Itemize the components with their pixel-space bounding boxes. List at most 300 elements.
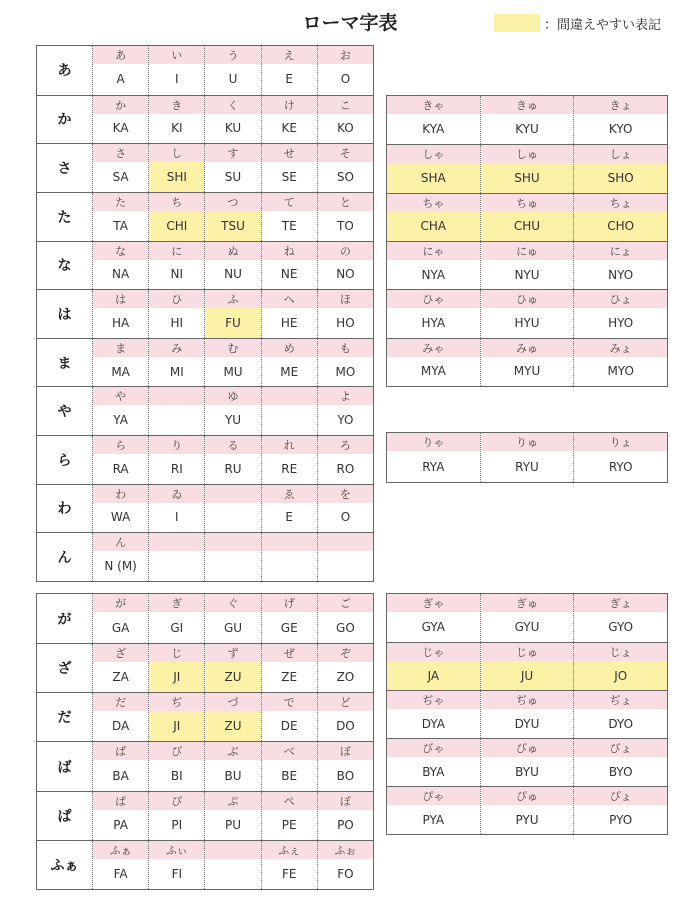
table-row	[37, 46, 373, 95]
kana-label: じ	[149, 644, 204, 662]
voiced-kana-table	[36, 593, 374, 890]
kana-label	[205, 533, 260, 551]
kana-cell	[573, 739, 667, 786]
kana-label: ぢゅ	[481, 691, 574, 709]
kana-label: ゑ	[262, 485, 317, 503]
kana-label: も	[318, 339, 373, 357]
kana-cell	[148, 96, 204, 144]
table-row	[37, 338, 373, 387]
kana-label: づ	[205, 693, 260, 711]
romaji-label: HI	[170, 315, 184, 330]
kana-label: ぎゅ	[481, 594, 574, 612]
kana-cell	[148, 144, 204, 192]
kana-label: ひゅ	[481, 290, 574, 308]
kana-cell	[317, 693, 373, 741]
table-row	[37, 241, 373, 290]
table-row	[387, 642, 667, 690]
romaji-label: GYO	[608, 620, 634, 634]
kana-cell	[204, 96, 260, 144]
kana-cell	[148, 485, 204, 533]
kana-label: そ	[318, 144, 373, 162]
romaji-label: PI	[171, 817, 183, 832]
kana-cell	[387, 594, 480, 642]
table-row	[37, 643, 373, 692]
table-row	[387, 594, 667, 642]
row-header: さ	[57, 161, 72, 178]
romaji-label: KA	[112, 121, 129, 136]
kana-cell	[92, 841, 148, 889]
row-header: ふぁ	[50, 857, 79, 874]
romaji-label: YU	[224, 413, 242, 428]
kana-cell	[387, 739, 480, 786]
romaji-label: FO	[337, 866, 354, 881]
row-header: ん	[57, 550, 72, 567]
kana-cell	[148, 242, 204, 290]
kana-label: きょ	[574, 96, 667, 114]
kana-cell	[204, 339, 260, 387]
kana-cell	[148, 387, 204, 435]
romaji-label: SHA	[387, 163, 480, 192]
romaji-label: PYA	[422, 812, 445, 827]
romaji-label: TE	[281, 218, 297, 233]
table-row	[37, 289, 373, 338]
kana-cell	[261, 242, 317, 290]
romaji-label: RE	[281, 461, 298, 476]
kana-label: じゃ	[387, 643, 480, 661]
kana-label: に	[149, 242, 204, 260]
kana-label: ご	[318, 594, 373, 612]
kana-label: ま	[93, 339, 148, 357]
romaji-label: BYU	[515, 764, 539, 779]
youon-table-ra	[386, 432, 668, 483]
kana-cell	[317, 485, 373, 533]
table-row	[387, 241, 667, 289]
romaji-label: GE	[280, 620, 298, 635]
romaji-label: GYA	[421, 620, 445, 634]
kana-label: を	[318, 485, 373, 503]
table-row	[387, 433, 667, 482]
romaji-label: KYU	[515, 122, 539, 137]
table-row	[37, 840, 373, 889]
romaji-label: NYA	[421, 267, 446, 282]
romaji-label: CHI	[149, 211, 204, 241]
romaji-label: RO	[336, 461, 355, 476]
romaji-label: DE	[280, 719, 298, 734]
kana-cell	[261, 644, 317, 692]
kana-cell	[573, 594, 667, 642]
kana-label: みゅ	[481, 339, 574, 357]
kana-cell	[573, 339, 667, 386]
kana-label: りょ	[574, 433, 667, 451]
romaji-label: JI	[149, 711, 204, 741]
kana-label: さ	[93, 144, 148, 162]
romaji-label: NE	[280, 267, 298, 282]
kana-label: しょ	[574, 145, 667, 163]
kana-cell	[261, 339, 317, 387]
romaji-label: HA	[111, 315, 130, 330]
kana-label: む	[205, 339, 260, 357]
kana-cell	[92, 46, 148, 95]
kana-label: か	[93, 96, 148, 114]
kana-label: ふぁ	[93, 841, 148, 859]
kana-label: ぎゃ	[387, 594, 480, 612]
kana-cell	[92, 742, 148, 790]
romaji-label: BA	[112, 768, 129, 783]
kana-label: じゅ	[481, 643, 574, 661]
kana-label: き	[149, 96, 204, 114]
romaji-label	[149, 551, 204, 581]
kana-cell	[387, 643, 480, 690]
table-row	[387, 338, 667, 386]
romaji-label: BYA	[422, 764, 445, 779]
romaji-label: YO	[337, 413, 354, 428]
kana-cell	[480, 691, 574, 738]
kana-cell	[204, 436, 260, 484]
kana-cell	[92, 594, 148, 643]
romaji-label	[205, 859, 260, 889]
kana-label: びゃ	[387, 739, 480, 757]
romaji-label: PA	[113, 817, 128, 832]
kana-cell	[148, 193, 204, 241]
kana-label: ぎょ	[574, 594, 667, 612]
legend-label: ：間違えやすい表記	[544, 17, 662, 33]
kana-cell	[92, 387, 148, 435]
kana-cell	[317, 436, 373, 484]
romaji-label: RYO	[608, 459, 633, 474]
romaji-label: NYU	[514, 267, 540, 282]
kana-label: ぢょ	[574, 691, 667, 709]
romaji-label: SA	[112, 170, 129, 185]
kana-cell	[573, 290, 667, 337]
kana-cell	[204, 693, 260, 741]
kana-label: ふぉ	[318, 841, 373, 859]
youon-table-main	[386, 95, 668, 387]
romaji-label: MYA	[420, 364, 446, 379]
kana-cell	[92, 436, 148, 484]
kana-cell	[480, 433, 574, 482]
row-header: だ	[57, 710, 72, 727]
row-header: が	[57, 611, 72, 628]
kana-label: つ	[205, 193, 260, 211]
row-header: は	[57, 306, 72, 323]
romaji-label: GYU	[514, 620, 540, 634]
romaji-label: NYO	[608, 267, 634, 282]
kana-label: よ	[318, 387, 373, 405]
kana-cell	[387, 96, 480, 144]
romaji-label: RYA	[422, 459, 445, 474]
kana-cell	[317, 533, 373, 581]
romaji-label: HO	[336, 315, 355, 330]
kana-cell	[204, 144, 260, 192]
romaji-label: DO	[336, 719, 355, 734]
romaji-label: ME	[280, 364, 299, 379]
kana-cell	[573, 787, 667, 834]
kana-label: ぢゃ	[387, 691, 480, 709]
page-title: ローマ字表	[302, 12, 398, 34]
kana-cell	[261, 533, 317, 581]
romaji-label: GI	[170, 620, 184, 635]
kana-label: い	[149, 46, 204, 64]
kana-cell	[573, 194, 667, 241]
legend	[494, 14, 661, 32]
kana-label: ぽ	[318, 792, 373, 810]
kana-label: と	[318, 193, 373, 211]
kana-cell	[480, 339, 574, 386]
kana-cell	[261, 693, 317, 741]
kana-label: み	[149, 339, 204, 357]
kana-label: び	[149, 742, 204, 760]
kana-label: きゅ	[481, 96, 574, 114]
kana-cell	[148, 742, 204, 790]
kana-label	[149, 387, 204, 405]
romaji-label: PYO	[609, 812, 633, 827]
kana-label: す	[205, 144, 260, 162]
romaji-label: I	[175, 510, 179, 525]
kana-label: ぴゅ	[481, 787, 574, 805]
kana-label: みゃ	[387, 339, 480, 357]
kana-cell	[317, 290, 373, 338]
kana-label: し	[149, 144, 204, 162]
romaji-label: PE	[281, 817, 297, 832]
romaji-label: TA	[113, 218, 128, 233]
kana-label	[205, 841, 260, 859]
table-row	[37, 594, 373, 643]
table-row	[37, 741, 373, 790]
kana-label: や	[93, 387, 148, 405]
kana-cell	[92, 290, 148, 338]
romaji-label: KU	[224, 121, 242, 136]
kana-cell	[317, 594, 373, 643]
romaji-label: JO	[574, 661, 667, 690]
legend-swatch	[494, 14, 540, 32]
kana-cell	[317, 46, 373, 95]
kana-cell	[573, 96, 667, 144]
kana-cell	[204, 290, 260, 338]
kana-cell	[261, 144, 317, 192]
kana-label: ば	[93, 742, 148, 760]
row-header: な	[57, 258, 72, 275]
kana-cell	[480, 145, 574, 192]
kana-cell	[573, 691, 667, 738]
romaji-label: SE	[281, 170, 297, 185]
romaji-label: ZU	[205, 662, 260, 692]
kana-cell	[148, 594, 204, 643]
romaji-label: A	[116, 72, 125, 87]
kana-label: ひ	[149, 290, 204, 308]
romaji-label: NO	[336, 267, 355, 282]
kana-cell	[317, 242, 373, 290]
table-row	[37, 95, 373, 144]
kana-label: ぞ	[318, 644, 373, 662]
kana-label: じょ	[574, 643, 667, 661]
romaji-label: CHU	[481, 212, 574, 241]
kana-label: ぼ	[318, 742, 373, 760]
romaji-label: TO	[337, 218, 354, 233]
kana-cell	[573, 145, 667, 192]
romaji-label: ZA	[112, 670, 129, 685]
romaji-label: MYU	[513, 364, 541, 379]
kana-label: た	[93, 193, 148, 211]
kana-cell	[261, 436, 317, 484]
kana-label: く	[205, 96, 260, 114]
romaji-label: O	[340, 510, 351, 525]
table-row	[387, 786, 667, 834]
kana-label: は	[93, 290, 148, 308]
romaji-label: JA	[387, 661, 480, 690]
romaji-label: CHO	[574, 212, 667, 241]
kana-cell	[317, 339, 373, 387]
romaji-label: ZO	[336, 670, 355, 685]
kana-label: ぶ	[205, 742, 260, 760]
basic-kana-table	[36, 45, 374, 582]
kana-cell	[148, 533, 204, 581]
romaji-label: CHA	[387, 212, 480, 241]
kana-label: しゅ	[481, 145, 574, 163]
romaji-label: JI	[149, 662, 204, 692]
kana-label: ゐ	[149, 485, 204, 503]
kana-cell	[148, 693, 204, 741]
kana-cell	[92, 96, 148, 144]
kana-cell	[261, 841, 317, 889]
kana-label: ち	[149, 193, 204, 211]
kana-cell	[573, 643, 667, 690]
romaji-label	[205, 551, 260, 581]
romaji-label: TSU	[205, 211, 260, 241]
romaji-label: E	[285, 72, 293, 87]
romaji-label: KYO	[608, 122, 633, 137]
kana-label	[205, 485, 260, 503]
kana-cell	[148, 46, 204, 95]
kana-cell	[480, 290, 574, 337]
romaji-label: BE	[281, 768, 298, 783]
kana-cell	[480, 96, 574, 144]
kana-cell	[261, 193, 317, 241]
row-header: ぱ	[57, 808, 72, 825]
kana-label: り	[149, 436, 204, 454]
kana-label: ふ	[205, 290, 260, 308]
romaji-label: WA	[110, 510, 131, 525]
romaji-label: BU	[224, 768, 242, 783]
row-header: や	[57, 404, 72, 421]
kana-cell	[204, 485, 260, 533]
romaji-label: KE	[281, 121, 297, 136]
kana-cell	[480, 787, 574, 834]
romaji-label: RA	[112, 461, 129, 476]
kana-cell	[317, 96, 373, 144]
voiced-youon-table	[386, 593, 668, 835]
kana-cell	[317, 742, 373, 790]
kana-cell	[261, 485, 317, 533]
kana-label: にゃ	[387, 242, 480, 260]
romaji-label: E	[285, 510, 293, 525]
romaji-label: PYU	[515, 812, 539, 827]
romaji-label: MYO	[607, 364, 634, 379]
kana-label: しゃ	[387, 145, 480, 163]
table-row	[387, 96, 667, 144]
romaji-label: HYO	[608, 315, 634, 330]
romaji-label: FA	[113, 866, 128, 881]
romaji-label: NU	[224, 267, 242, 282]
kana-cell	[92, 693, 148, 741]
kana-label: れ	[262, 436, 317, 454]
kana-label: ぬ	[205, 242, 260, 260]
kana-label: ぴゃ	[387, 787, 480, 805]
kana-cell	[204, 193, 260, 241]
kana-label: て	[262, 193, 317, 211]
kana-label	[149, 533, 204, 551]
romaji-label: NI	[170, 267, 184, 282]
kana-label: せ	[262, 144, 317, 162]
kana-cell	[148, 290, 204, 338]
kana-label: あ	[93, 46, 148, 64]
row-header: あ	[57, 63, 72, 80]
kana-label: きゃ	[387, 96, 480, 114]
kana-cell	[317, 387, 373, 435]
kana-cell	[92, 644, 148, 692]
kana-cell	[317, 193, 373, 241]
table-row	[37, 692, 373, 741]
romaji-label: I	[175, 72, 179, 87]
kana-cell	[261, 792, 317, 840]
kana-label: ど	[318, 693, 373, 711]
kana-label: びゅ	[481, 739, 574, 757]
table-row	[387, 289, 667, 337]
romaji-label: FE	[281, 866, 297, 881]
table-row	[387, 193, 667, 241]
kana-label: ず	[205, 644, 260, 662]
romaji-label: PO	[337, 817, 354, 832]
romaji-label	[318, 551, 373, 581]
kana-label: で	[262, 693, 317, 711]
kana-label: う	[205, 46, 260, 64]
kana-cell	[261, 46, 317, 95]
romaji-label: BO	[336, 768, 355, 783]
romaji-label: GA	[111, 620, 130, 635]
table-row	[37, 435, 373, 484]
romaji-label	[205, 503, 260, 533]
romaji-label: FU	[205, 308, 260, 338]
kana-cell	[387, 339, 480, 386]
row-header: ば	[57, 759, 72, 776]
romaji-label: DA	[111, 719, 130, 734]
kana-label: ら	[93, 436, 148, 454]
romaji-label: HE	[280, 315, 298, 330]
romaji-label: NA	[112, 267, 130, 282]
kana-label: ひゃ	[387, 290, 480, 308]
romaji-label: FI	[171, 866, 183, 881]
kana-label: べ	[262, 742, 317, 760]
kana-cell	[148, 436, 204, 484]
romaji-label: YA	[113, 413, 128, 428]
kana-cell	[204, 792, 260, 840]
kana-label: ろ	[318, 436, 373, 454]
kana-label: りゅ	[481, 433, 574, 451]
row-header: わ	[57, 501, 72, 518]
kana-cell	[480, 194, 574, 241]
table-row	[387, 144, 667, 192]
kana-cell	[480, 242, 574, 289]
kana-cell	[573, 242, 667, 289]
kana-cell	[204, 742, 260, 790]
kana-label: へ	[262, 290, 317, 308]
kana-cell	[92, 792, 148, 840]
kana-label: ゆ	[205, 387, 260, 405]
kana-cell	[204, 387, 260, 435]
kana-label: ね	[262, 242, 317, 260]
kana-cell	[204, 841, 260, 889]
row-header: た	[57, 209, 72, 226]
romaji-label: SHI	[149, 162, 204, 192]
